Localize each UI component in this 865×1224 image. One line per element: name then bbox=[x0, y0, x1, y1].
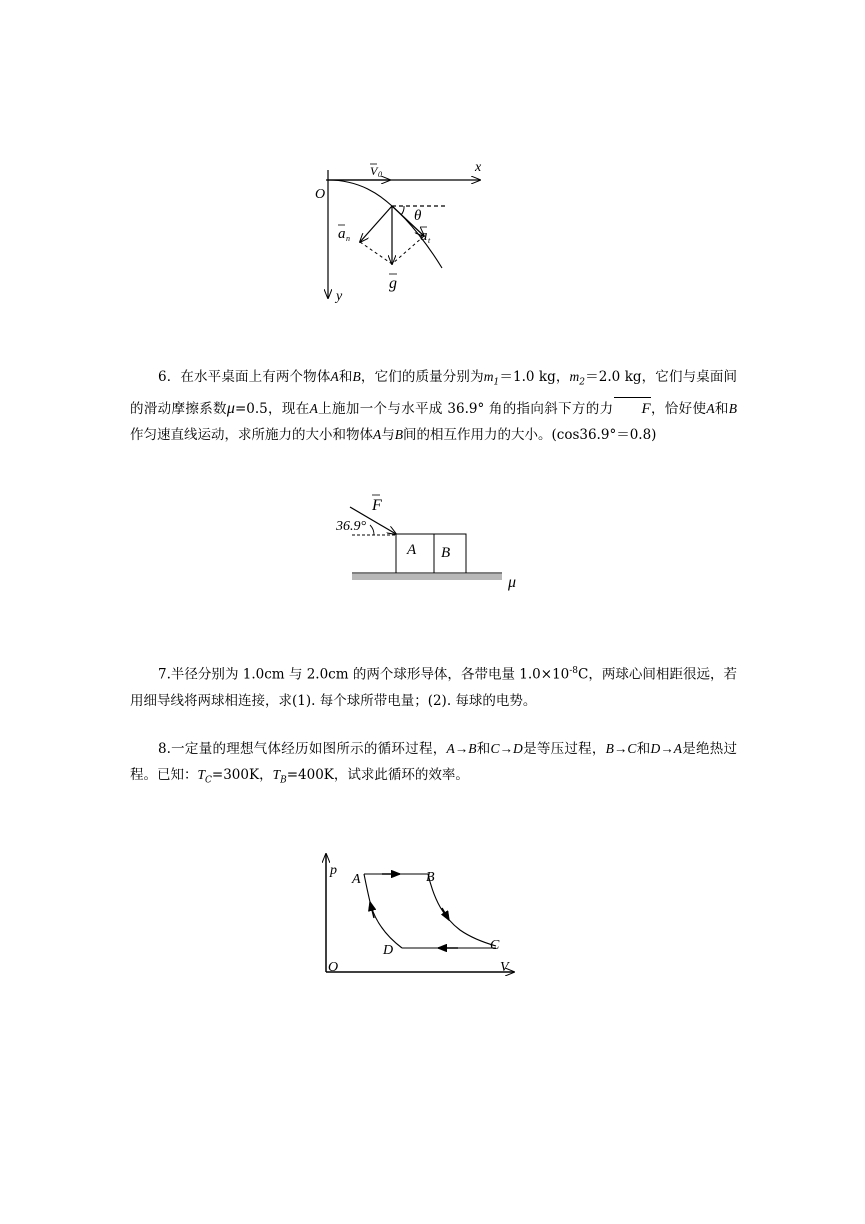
p8-var-tb-sub: B bbox=[280, 775, 287, 786]
an-arrow bbox=[360, 206, 392, 242]
p8-text-7: =400K，试求此循环的效率。 bbox=[286, 767, 469, 783]
trajectory-curve bbox=[328, 180, 442, 268]
p8-text-5: 是绝热过程。已知： bbox=[130, 741, 738, 783]
p8-text-2: 和 bbox=[476, 741, 491, 757]
point-a-label: A bbox=[352, 872, 361, 887]
table-surface bbox=[352, 574, 502, 580]
p6-var-b: B bbox=[394, 426, 403, 442]
point-c-label: C bbox=[490, 938, 500, 953]
p6-text-1: 在水平桌面上有两个物体 bbox=[180, 369, 331, 385]
an-sub: n bbox=[346, 234, 350, 243]
p6-text-3: ，它们的质量分别为 bbox=[360, 369, 484, 385]
block-a-label: A bbox=[407, 542, 417, 558]
p8-var-tc-sub: C bbox=[205, 775, 212, 786]
v-axis-label: V bbox=[500, 960, 509, 975]
figure-projectile bbox=[300, 150, 500, 310]
p8-process-cd: C→D bbox=[490, 741, 523, 756]
theta-label: θ bbox=[414, 208, 422, 224]
arrow-da bbox=[370, 902, 374, 918]
p6-var-m2-sub: 2 bbox=[579, 377, 585, 388]
p6-text-10: 作匀速直线运动，求所施力的大小和物体 bbox=[130, 426, 373, 443]
p8-text-4: 和 bbox=[636, 741, 651, 757]
p-axis-label: p bbox=[330, 863, 337, 878]
p6-text-2: 和 bbox=[338, 369, 353, 385]
p6-var-m1-sub: 1 bbox=[493, 377, 500, 388]
p6-text-9: 和 bbox=[714, 400, 729, 417]
figure-pv-svg bbox=[310, 848, 530, 983]
y-axis-label: y bbox=[336, 289, 343, 304]
problem-7 bbox=[130, 658, 737, 714]
problem-7-number: 7. bbox=[158, 666, 171, 683]
p6-var-b: B bbox=[728, 400, 738, 416]
block-b-label: B bbox=[441, 545, 451, 561]
point-d-label: D bbox=[383, 943, 394, 958]
problem-6-number: 6． bbox=[158, 369, 181, 385]
p6-text-8: ，恰好使 bbox=[650, 400, 707, 417]
p6-text-4: ＝1.0 kg， bbox=[499, 369, 570, 385]
p6-text-12: 间的相互作用力的大小。(cos36.9°＝0.8) bbox=[403, 426, 657, 443]
g-label: g bbox=[389, 275, 397, 292]
p6-var-m1: m bbox=[483, 369, 494, 384]
p6-var-b: B bbox=[352, 369, 361, 384]
p6-var-mu: μ bbox=[226, 399, 235, 417]
p8-process-bc: B→C bbox=[605, 741, 637, 756]
p6-var-a: A bbox=[706, 400, 715, 416]
origin-label: O bbox=[315, 187, 326, 202]
an-label: a bbox=[338, 226, 346, 242]
p6-text-7: 上施加一个与水平成 36.9° 角的指向斜下方的力 bbox=[317, 400, 614, 417]
p6-text-5: ＝2.0 kg，它们与桌面间的滑动摩擦系数 bbox=[130, 369, 738, 417]
problem-8-number: 8. bbox=[158, 741, 171, 757]
theta-arc bbox=[401, 206, 404, 215]
process-bc bbox=[428, 874, 496, 946]
at-sub: t bbox=[428, 236, 431, 245]
angle-arc bbox=[370, 525, 374, 535]
p8-text-6: =300K， bbox=[211, 767, 273, 783]
origin-label: O bbox=[328, 960, 339, 975]
dashed-an-to-g bbox=[360, 242, 392, 264]
v0-label: V bbox=[370, 164, 378, 178]
at-label: a bbox=[420, 228, 428, 244]
force-label: F bbox=[372, 497, 382, 514]
problem-6 bbox=[130, 364, 737, 448]
p8-text-3: 是等压过程， bbox=[522, 741, 606, 757]
mu-label: μ bbox=[508, 574, 517, 591]
p6-var-force: F bbox=[613, 396, 650, 422]
angle-label: 36.9° bbox=[336, 519, 367, 534]
v0-sub: 0 bbox=[378, 170, 382, 179]
arrow-bc bbox=[442, 908, 449, 920]
figure-blocks bbox=[330, 490, 530, 590]
p8-process-da: D→A bbox=[650, 741, 682, 756]
process-da bbox=[364, 874, 402, 948]
p7-text-1: 半径分别为 1.0cm 与 2.0cm 的两个球形导体，各带电量 1.0×10 bbox=[170, 666, 570, 683]
p8-text-1: 一定量的理想气体经历如图所示的循环过程， bbox=[170, 741, 447, 757]
p8-var-tb: T bbox=[272, 767, 281, 782]
p6-text-11: 与 bbox=[381, 426, 395, 443]
p6-var-m2: m bbox=[569, 369, 580, 384]
p7-exponent: -8 bbox=[569, 666, 579, 676]
p6-text-6: =0.5，现在 bbox=[234, 400, 310, 417]
p6-var-a: A bbox=[309, 400, 318, 416]
problem-8 bbox=[130, 736, 737, 794]
p8-var-tc: T bbox=[197, 767, 206, 782]
p8-process-ab: A→B bbox=[446, 741, 477, 756]
p7-text-2: C，两球心间相距很远，若用细导线将两球相连接，求(1). 每个球所带电量；(2). 每球的电势。 bbox=[130, 666, 737, 709]
figure-projectile-svg bbox=[300, 150, 500, 310]
p6-var-a: A bbox=[330, 369, 339, 384]
x-axis-label: x bbox=[475, 160, 482, 175]
point-b-label: B bbox=[426, 870, 435, 885]
figure-blocks-svg bbox=[330, 490, 530, 590]
figure-pv-cycle bbox=[310, 848, 530, 983]
p6-var-a: A bbox=[373, 426, 382, 442]
